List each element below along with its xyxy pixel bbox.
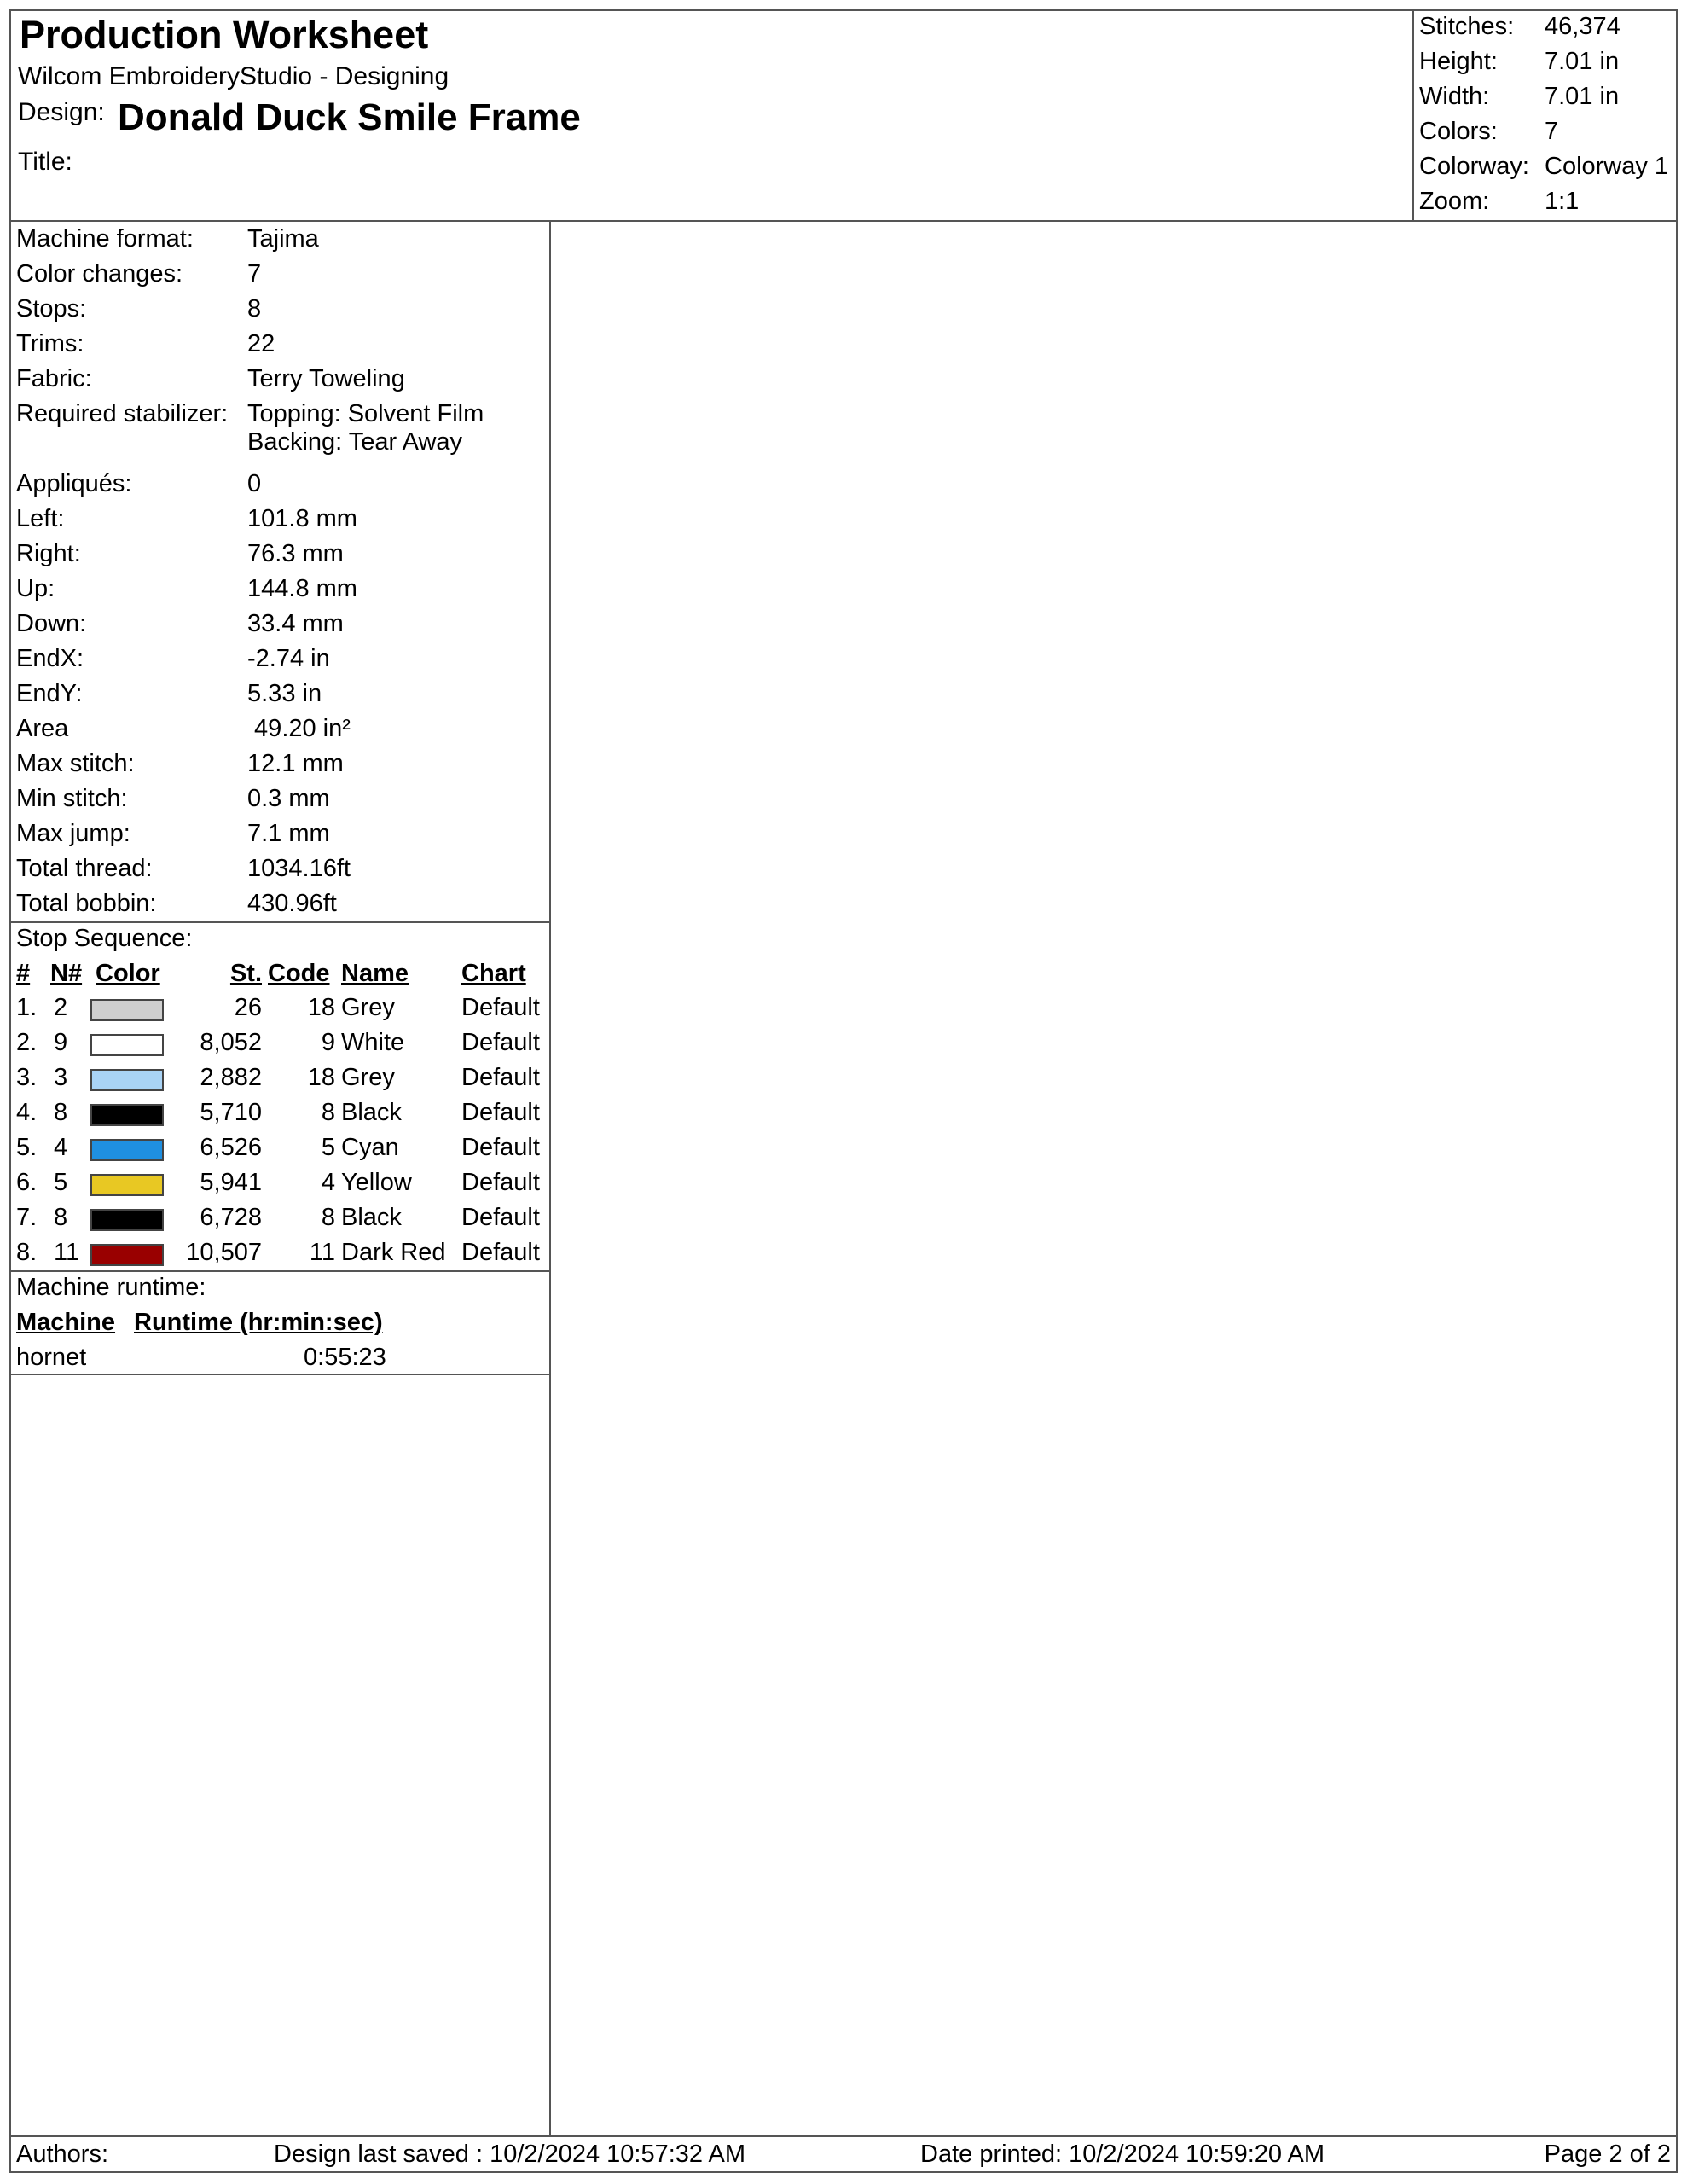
stop-row-name: Grey	[341, 1064, 395, 1091]
title-label: Title:	[18, 148, 72, 176]
stop-row-stitches: 5,710	[200, 1099, 262, 1126]
runtime-label: Machine runtime:	[16, 1274, 206, 1301]
summary-zoom: Zoom: 1:1	[1419, 188, 1580, 215]
stop-row-number: 3.	[16, 1064, 38, 1091]
stop-row-chart: Default	[461, 1169, 540, 1196]
stop-row-number: 6.	[16, 1169, 38, 1196]
stop-row-number: 7.	[16, 1204, 38, 1231]
design-label: Design:	[18, 98, 105, 126]
stop-row-stitches: 2,882	[200, 1064, 262, 1091]
software-subtitle: Wilcom EmbroideryStudio - Designing	[18, 62, 449, 90]
stop-row-number: 2.	[16, 1029, 38, 1056]
stop-sequence-label: Stop Sequence:	[16, 925, 193, 952]
footer-date-printed: Date printed: 10/2/2024 10:59:20 AM	[920, 2140, 1325, 2168]
stop-row-chart: Default	[461, 1029, 540, 1056]
col-header-num: #	[16, 960, 31, 987]
color-swatch	[90, 1104, 164, 1126]
col-header-chart: Chart	[461, 960, 526, 987]
stop-row-name: White	[341, 1029, 405, 1056]
stop-row-needle: 8	[54, 1204, 68, 1231]
stop-row-name: Yellow	[341, 1169, 412, 1196]
col-header-name: Name	[341, 960, 409, 987]
stop-row-code: 4	[321, 1169, 335, 1196]
section-divider	[11, 1374, 549, 1375]
stop-row-code: 11	[309, 1239, 335, 1266]
color-swatch	[90, 1209, 164, 1231]
design-name: Donald Duck Smile Frame	[118, 96, 581, 138]
color-swatch	[90, 1174, 164, 1196]
summary-height: Height: 7.01 in	[1419, 48, 1620, 75]
stop-row-needle: 3	[54, 1064, 68, 1091]
stop-row-code: 18	[307, 1064, 335, 1091]
stop-row-chart: Default	[461, 1099, 540, 1126]
col-header-runtime: Runtime (hr:min:sec)	[134, 1309, 383, 1336]
stop-row-code: 5	[321, 1134, 335, 1161]
stop-row-needle: 5	[54, 1169, 68, 1196]
summary-colorway: Colorway: Colorway 1	[1419, 153, 1669, 180]
summary-stitches: Stitches: 46,374	[1419, 13, 1620, 40]
stop-row-number: 4.	[16, 1099, 38, 1126]
color-swatch	[90, 1069, 164, 1091]
stop-row-name: Black	[341, 1204, 402, 1231]
stop-row-code: 8	[321, 1099, 335, 1126]
runtime-value: 0:55:23	[304, 1344, 386, 1371]
summary-panel	[1412, 11, 1678, 220]
stop-row-chart: Default	[461, 1204, 540, 1231]
stop-row-stitches: 6,728	[200, 1204, 262, 1231]
stop-row-stitches: 5,941	[200, 1169, 262, 1196]
stop-row-stitches: 6,526	[200, 1134, 262, 1161]
col-header-stitches: St.	[229, 960, 262, 987]
col-header-code: Code	[268, 960, 330, 987]
page-title: Production Worksheet	[20, 13, 429, 56]
section-divider	[11, 921, 549, 923]
stop-row-needle: 2	[54, 994, 68, 1021]
col-header-machine: Machine	[16, 1309, 116, 1336]
summary-width: Width: 7.01 in	[1419, 83, 1620, 110]
stop-row-chart: Default	[461, 1239, 540, 1266]
stop-row-number: 8.	[16, 1239, 38, 1266]
runtime-machine: hornet	[16, 1344, 87, 1371]
stop-row-code: 8	[321, 1204, 335, 1231]
color-swatch	[90, 1244, 164, 1266]
stop-row-stitches: 10,507	[186, 1239, 262, 1266]
stop-row-needle: 9	[54, 1029, 68, 1056]
stop-row-code: 18	[307, 994, 335, 1021]
color-swatch	[90, 1139, 164, 1161]
section-divider	[11, 1270, 549, 1272]
stop-row-chart: Default	[461, 994, 540, 1021]
stop-row-name: Grey	[341, 994, 395, 1021]
footer-authors: Authors:	[16, 2140, 108, 2168]
details-column: Machine format: Tajima Color changes: 7 Stops: 8 Trims: 22 Fabric: Terry Toweling Required stabilizer: Topping: Solvent Film Backing: Tear Away Appliqués: 0 Left: 101.8 mm Right: 76.3 mm Up: 144.8 mm Down: 33.4 mm EndX: -2.74 in EndY: 5.33 in Area 49.20 in² Max stitch: 12.1 mm Min stitch: 0.3 mm Max jump: 7.1 mm Total thread: 1034.16ft Total bobbin: 430.96ft Stop Sequence: # N# Color St. Code Name Chart 1. 2 26 18 Grey Default 2. 9 8,052 9 White Default 3. 3 2,882 18 Grey Default 4. 8 5,710 8 Black Default 5. 4 6,526 5 Cyan Default 6. 5 5,941 4 Yellow Default 7. 8 6,728 8 Black Default 8. 11 10,507 11 Dark Red Default Machine runtime: Machine Runtime (hr:min:sec) hornet 0:55:23	[11, 220, 551, 2135]
color-swatch	[90, 1034, 164, 1056]
footer-page-number: Page 2 of 2	[1544, 2140, 1671, 2168]
color-swatch	[90, 999, 164, 1021]
stop-row-needle: 8	[54, 1099, 68, 1126]
stop-row-name: Dark Red	[341, 1239, 446, 1266]
summary-colors: Colors: 7	[1419, 118, 1559, 145]
stop-row-name: Cyan	[341, 1134, 399, 1161]
design-preview-area	[551, 220, 1676, 2135]
stop-row-stitches: 8,052	[200, 1029, 262, 1056]
worksheet-footer	[11, 2135, 1676, 2173]
stop-row-number: 1.	[16, 994, 38, 1021]
stop-row-stitches: 26	[234, 994, 262, 1021]
stop-row-needle: 4	[54, 1134, 68, 1161]
col-header-needle: N#	[50, 960, 83, 987]
footer-last-saved: Design last saved : 10/2/2024 10:57:32 AM	[274, 2140, 745, 2168]
worksheet-page	[9, 9, 1678, 2173]
worksheet-header	[11, 11, 1676, 222]
stop-row-name: Black	[341, 1099, 402, 1126]
stop-row-chart: Default	[461, 1064, 540, 1091]
stop-row-number: 5.	[16, 1134, 38, 1161]
stop-row-needle: 11	[54, 1239, 80, 1266]
stop-row-code: 9	[321, 1029, 335, 1056]
col-header-color: Color	[96, 960, 160, 987]
stop-row-chart: Default	[461, 1134, 540, 1161]
